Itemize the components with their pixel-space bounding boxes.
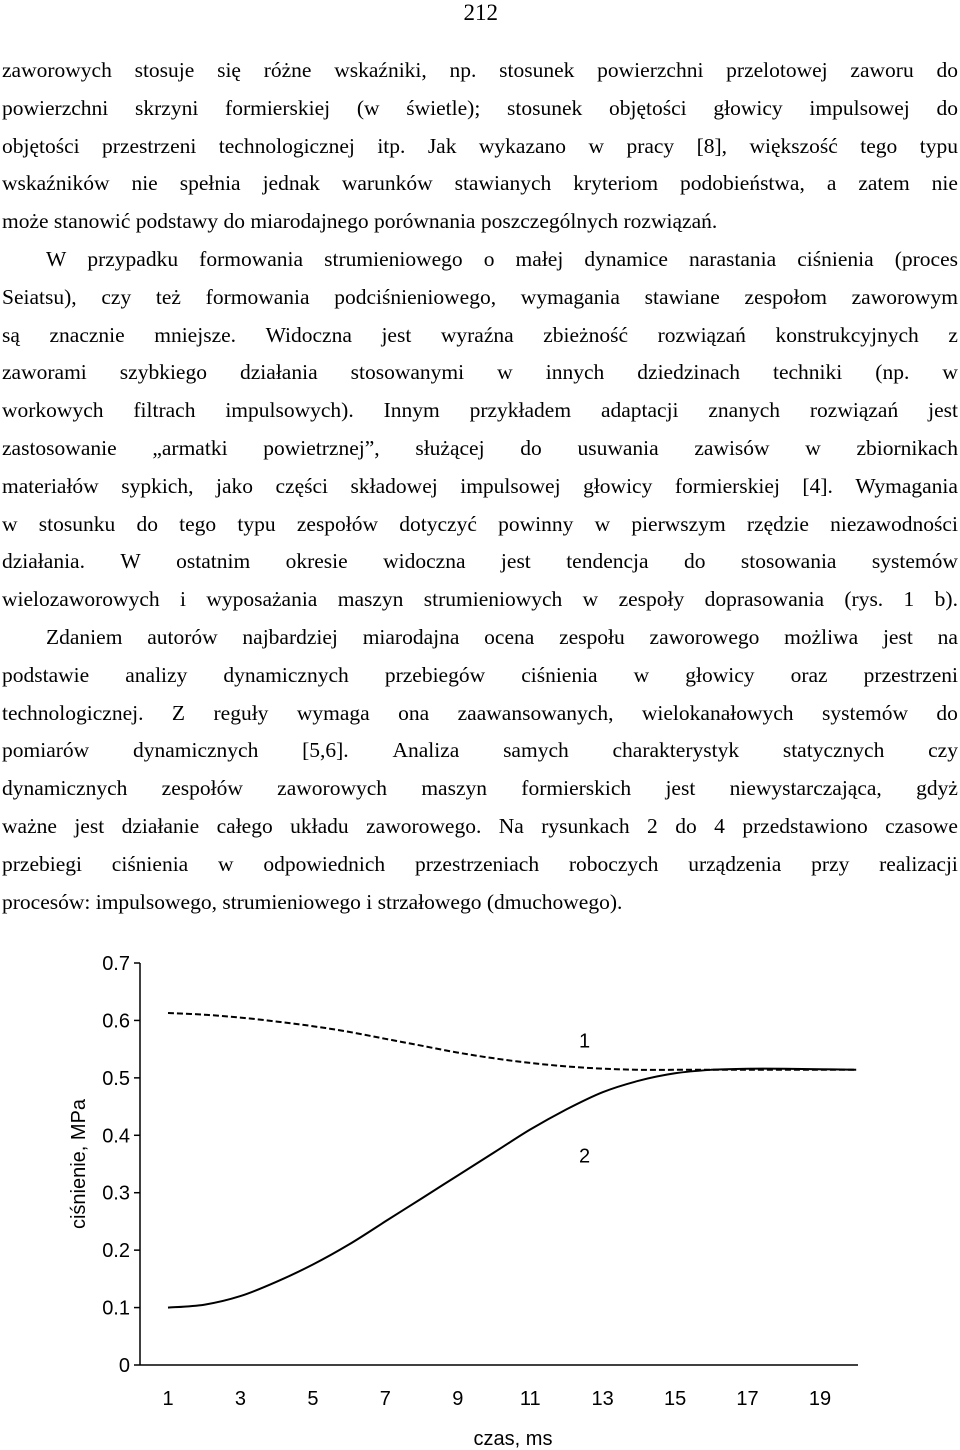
- x-axis-label: czas, ms: [473, 1428, 553, 1450]
- text-line: w stosunku do tego typu zespołów dotyczyć powinny w pierwszym rzędzie niezawodności: [2, 511, 958, 536]
- text-line: procesów: impulsowego, strumieniowego i strzałowego (dmuchowego).: [2, 889, 623, 914]
- text-line: Seiatsu), czy też formowania podciśnieniowego, wymagania stawiane zespołom zaworowym: [2, 284, 958, 309]
- text-line: przebiegi ciśnienia w odpowiednich przestrzeniach roboczych urządzenia przy realizacji: [2, 851, 958, 876]
- text-line: zaworowych stosuje się różne wskaźniki, np. stosunek powierzchni przelotowej zaworu do: [2, 58, 958, 82]
- x-tick-label: 17: [736, 1388, 759, 1410]
- body-text: [2, 52, 958, 921]
- text-line: workowych filtrach impulsowych). Innym przykładem adaptacji znanych rozwiązań jest: [2, 398, 958, 423]
- x-tick-label: 9: [452, 1388, 464, 1410]
- series-line-2: [168, 1069, 856, 1308]
- y-tick-label: 0.2: [102, 1240, 130, 1263]
- y-tick-label: 0.7: [102, 953, 130, 975]
- series-annotation: 1: [578, 1030, 591, 1053]
- y-tick-label: 0: [118, 1355, 130, 1377]
- text-line: zaworami szybkiego działania stosowanymi w innych dziedzinach techniki (np. w: [2, 360, 958, 385]
- text-line: działania. W ostatnim okresie widoczna jest tendencja do stosowania systemów: [2, 549, 958, 574]
- y-tick-label: 0.5: [102, 1067, 130, 1090]
- page-number: 212: [463, 0, 498, 25]
- text-line: wielozaworowych i wyposażania maszyn strumieniowych w zespoły doprasowania (rys. 1 b).: [2, 587, 958, 612]
- y-tick-label: 0.1: [102, 1297, 130, 1320]
- text-line: powierzchni skrzyni formierskiej (w świetle); stosunek objętości głowicy impulsowej do: [2, 95, 958, 120]
- text-line: zastosowanie „armatki powietrznej”, służącej do usuwania zawisów w zbiornikach: [2, 435, 958, 460]
- text-line: może stanowić podstawy do miarodajnego porównania poszczególnych rozwiązań.: [2, 209, 718, 234]
- text-line: wskaźników nie spełnia jednak warunków stawianych kryteriom podobieństwa, a zatem nie: [2, 171, 958, 196]
- x-tick-label: 15: [663, 1388, 687, 1410]
- x-tick-label: 19: [808, 1388, 832, 1410]
- text-line: ważne jest działanie całego układu zaworowego. Na rysunkach 2 do 4 przedstawiono czasowe: [2, 813, 958, 838]
- text-line: są znacznie mniejsze. Widoczna jest wyraźna zbieżność rozwiązań konstrukcyjnych z: [2, 322, 958, 347]
- y-tick-label: 0.6: [102, 1010, 130, 1033]
- y-tick-label: 0.3: [102, 1182, 130, 1205]
- y-axis-label: ciśnienie, MPa: [68, 1098, 90, 1230]
- x-tick-label: 13: [591, 1388, 614, 1410]
- text-line: Zdaniem autorów najbardziej miarodajna ocena zespołu zaworowego możliwa jest na: [46, 624, 958, 649]
- y-tick-label: 0.4: [102, 1125, 130, 1148]
- text-line: objętości przestrzeni technologicznej itp. Jak wykazano w pracy [8], większość tego typu: [2, 133, 958, 158]
- x-tick-label: 11: [519, 1388, 541, 1410]
- text-line: dynamicznych zespołów zaworowych maszyn formierskich jest niewystarczająca, gdyż: [2, 776, 958, 801]
- text-line: pomiarów dynamicznych [5,6]. Analiza samych charakterystyk statycznych czy: [2, 738, 958, 763]
- text-line: podstawie analizy dynamicznych przebiegów ciśnienia w głowicy oraz przestrzeni: [2, 662, 958, 687]
- x-tick-label: 1: [162, 1388, 174, 1410]
- series-line-1: [168, 1013, 856, 1070]
- series-annotation: 2: [578, 1145, 591, 1168]
- text-line: materiałów sypkich, jako części składowej impulsowej głowicy formierskiej [4]. Wymagania: [2, 473, 958, 498]
- pressure-time-chart: [0, 940, 960, 1450]
- x-tick-label: 3: [234, 1388, 247, 1410]
- x-tick-label: 5: [307, 1388, 319, 1410]
- x-tick-label: 7: [379, 1388, 391, 1410]
- text-line: W przypadku formowania strumieniowego o małej dynamice narastania ciśnienia (proces: [46, 246, 958, 271]
- text-line: technologicznej. Z reguły wymaga ona zaawansowanych, wielokanałowych systemów do: [2, 700, 958, 725]
